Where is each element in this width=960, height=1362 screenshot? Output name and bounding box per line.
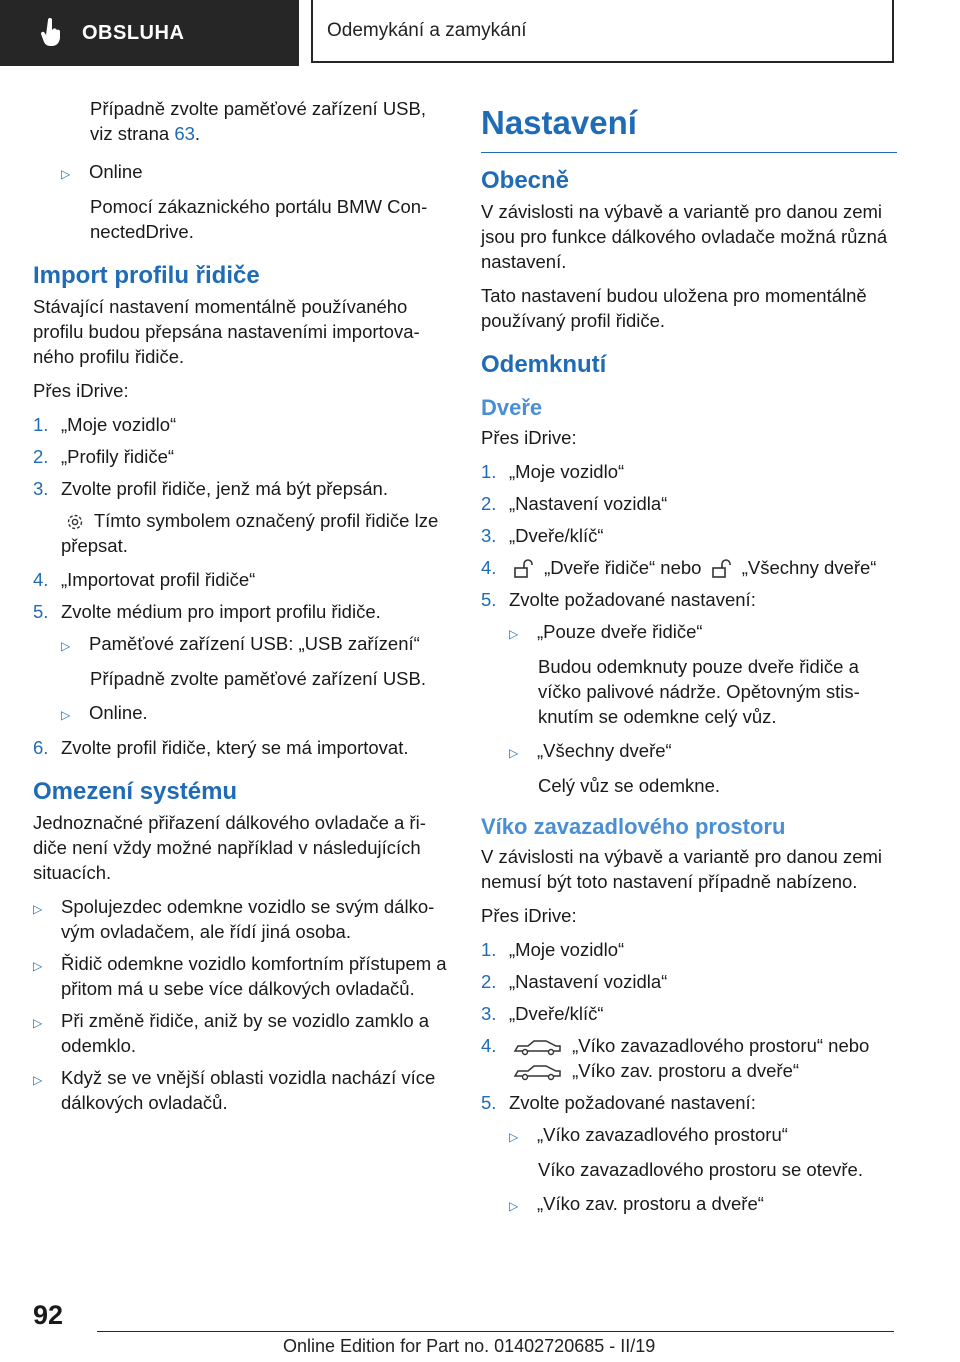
import-text: Stávající nastavení momentálně používaného profilu budou přepsána nastaveními importova-ného profilu řidiče.	[33, 296, 420, 367]
unlock-heading: Odemknutí	[481, 351, 607, 378]
list-item: ▷ „Víko zav. prostoru a dveře“	[509, 1191, 897, 1219]
via-idrive: Přes iDrive:	[33, 380, 129, 401]
step-5: 5. Zvolte požadované nastavení:	[481, 589, 756, 610]
list-item: ▷ „Víko zavazadlového prostoru“	[509, 1122, 897, 1150]
usb-intro: Případně zvolte paměťové zařízení USB, viz strana 63.	[90, 98, 426, 144]
usb-note: Případně zvolte paměťové zařízení USB.	[90, 668, 426, 689]
via-idrive: Přes iDrive:	[481, 905, 577, 926]
via-idrive: Přes iDrive:	[481, 427, 577, 448]
trunk-heading: Víko zavazadlového prostoru	[481, 814, 786, 839]
step-6: 6. Zvolte profil řidiče, který se má importovat.	[33, 737, 409, 758]
car-trunk-doors-icon	[513, 1063, 563, 1081]
edition-text: Online Edition for Part no. 01402720685 - II/19	[283, 1336, 656, 1356]
list-item: ▷ Online.	[61, 700, 451, 728]
triangle-bullet-icon: ▷	[33, 1016, 43, 1030]
page-number: 92	[33, 1300, 64, 1330]
gear-note: Tímto symbolem označený profil řidiče lze přepsat.	[61, 510, 439, 556]
right-column	[481, 96, 897, 1226]
step-3: 3. „Dveře/klíč“	[481, 1003, 604, 1024]
hand-pointer-icon	[40, 18, 64, 48]
section-label: OBSLUHA	[82, 21, 185, 44]
triangle-bullet-icon: ▷	[509, 746, 519, 760]
list-item: ▷ „Všechny dveře“	[509, 738, 897, 766]
header-chapter-tab	[311, 0, 894, 63]
settings-heading: Nastavení	[481, 104, 897, 153]
step-4: 4. „Importovat profil řidiče“	[33, 569, 256, 590]
list-item: ▷ Online	[61, 159, 451, 187]
triangle-bullet-icon: ▷	[509, 627, 519, 641]
step-5: 5. Zvolte požadované nastavení:	[481, 1092, 756, 1113]
triangle-bullet-icon: ▷	[33, 1073, 43, 1087]
step-1: 1. „Moje vozidlo“	[481, 461, 625, 482]
option-text: Víko zavazadlového prostoru se otevře.	[538, 1159, 863, 1180]
option-text: Budou odemknuty pouze dveře řidiče a víčko palivové nádrže. Opětovným stis-knutím se odemkne celý vůz.	[538, 656, 860, 727]
step-1: 1. „Moje vozidlo“	[33, 414, 177, 435]
general-heading: Obecně	[481, 167, 570, 194]
page-link[interactable]: 63	[174, 123, 195, 144]
step-5: 5. Zvolte médium pro import profilu řidiče.	[33, 601, 381, 622]
triangle-bullet-icon: ▷	[61, 708, 71, 722]
limits-heading: Omezení systému	[33, 778, 238, 805]
general-text-2: Tato nastavení budou uložena pro momentálně používaný profil řidiče.	[481, 285, 867, 331]
step-3: 3. „Dveře/klíč“	[481, 525, 604, 546]
chapter-label: Odemykání a zamykání	[327, 19, 527, 41]
unlock-driver-door-icon	[513, 559, 535, 579]
step-2: 2. „Nastavení vozidla“	[481, 493, 668, 514]
list-item: ▷ Když se ve vnější oblasti vozidla nachází více dálkových ovladačů.	[33, 1067, 436, 1113]
unlock-all-doors-icon	[711, 559, 733, 579]
step-3: 3. Zvolte profil řidiče, jenž má být přepsán.	[33, 478, 388, 499]
list-item: ▷ Paměťové zařízení USB: „USB zařízení“	[61, 631, 451, 659]
list-item: ▷ Řidič odemkne vozidlo komfortním přístupem a přitom má u sebe více dálkových ovladačů.	[33, 953, 447, 999]
step-1: 1. „Moje vozidlo“	[481, 939, 625, 960]
triangle-bullet-icon: ▷	[509, 1199, 519, 1213]
trunk-text: V závislosti na výbavě a variantě pro danou zemi nemusí být toto nastavení případně nabízeno.	[481, 846, 883, 892]
car-trunk-icon	[513, 1038, 563, 1056]
triangle-bullet-icon: ▷	[33, 902, 43, 916]
list-item: ▷ Spolujezdec odemkne vozidlo se svým dálko-vým ovladačem, ale řídí jiná osoba.	[33, 896, 435, 942]
left-column	[33, 96, 451, 1122]
import-heading: Import profilu řidiče	[33, 262, 260, 289]
triangle-bullet-icon: ▷	[33, 959, 43, 973]
doors-heading: Dveře	[481, 395, 543, 420]
header-section-tab	[0, 0, 299, 66]
footer-divider	[97, 1331, 894, 1332]
general-text-1: V závislosti na výbavě a variantě pro danou zemi jsou pro funkce dálkového ovladače možná různá nastavení.	[481, 201, 888, 272]
triangle-bullet-icon: ▷	[509, 1130, 519, 1144]
step-4: 4. „Dveře řidiče“ nebo „Všechny dveře“	[481, 557, 877, 578]
triangle-bullet-icon: ▷	[61, 167, 71, 181]
option-text: Celý vůz se odemkne.	[538, 775, 721, 796]
triangle-bullet-icon: ▷	[61, 639, 71, 653]
limits-text: Jednoznačné přiřazení dálkového ovladače a ři-diče není vždy možné například v následujících situacích.	[33, 812, 426, 883]
gear-icon	[65, 512, 85, 532]
list-item: ▷ Při změně řidiče, aniž by se vozidlo zamklo a odemklo.	[33, 1010, 430, 1056]
list-item: ▷ „Pouze dveře řidiče“	[509, 619, 897, 647]
step-2: 2. „Profily řidiče“	[33, 446, 175, 467]
online-text: Pomocí zákaznického portálu BMW Con-nectedDrive.	[90, 196, 428, 242]
step-2: 2. „Nastavení vozidla“	[481, 971, 668, 992]
step-4: 4. „Víko zavazadlového prostoru“ nebo „Víko zav. prostoru a dveře“	[481, 1035, 870, 1081]
